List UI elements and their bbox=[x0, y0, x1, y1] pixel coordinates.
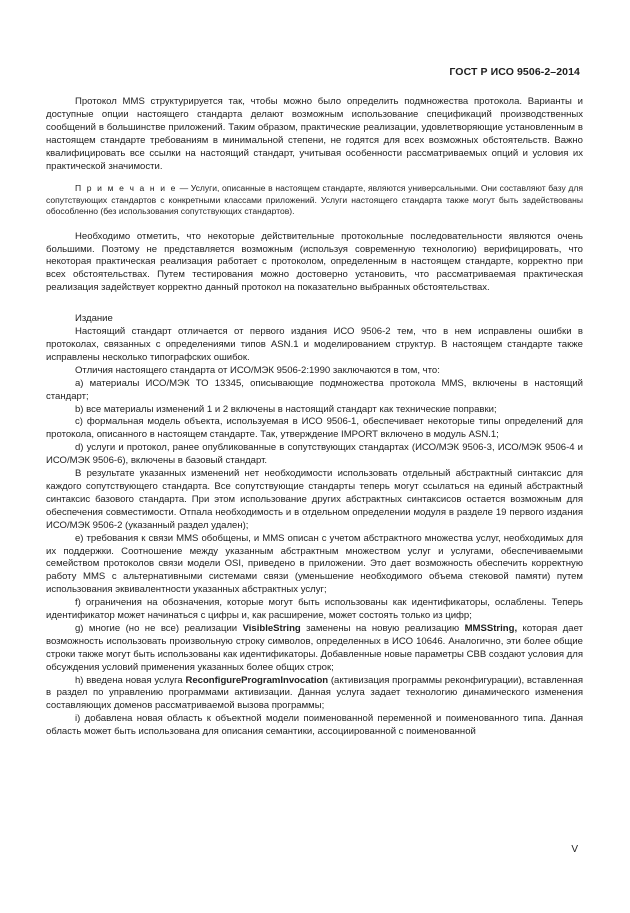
edition-paragraph: Настоящий стандарт отличается от первого издания ИСО 9506-2 тем, что в нем исправлены ошибки в протоколах, связанных с определениями типов ASN.1 и моделированием структур. В настоящем стандарте также исправлены несколько типографских ошибок. bbox=[46, 326, 583, 363]
item-h-bold-service: ReconfigureProgramInvocation bbox=[185, 674, 329, 686]
page-number: V bbox=[571, 844, 578, 855]
list-item-d: d) услуги и протокол, ранее опубликованные в сопутствующих стандартах (ИСО/МЭК 9506-3, ИСО/МЭК 9506-4 и ИСО/МЭК 9506-6), включены в базовый стандарт. bbox=[46, 442, 583, 467]
item-h-text-end: (активизация программы реконфигурации), вставленная в раздел по управлению программами активизации. Данная услуга задает технологию динамического изменения составляющих доменов рассматриваемой вызова программы; bbox=[46, 674, 583, 712]
list-item-g bbox=[46, 623, 583, 675]
item-g-text-mid: заменены на новую реализацию bbox=[300, 622, 465, 634]
list-item-h bbox=[46, 675, 583, 714]
item-g-text-end: которая дает возможность использовать произвольную строку символов, определенных в ИСО 10646. Аналогично, эти более общие строки также могут быть использованы как идентификаторы. Добавленные новые параметры CBB создают условия для обсуждения условий применения указанных более общих строк; bbox=[46, 622, 583, 673]
list-item-a: a) материалы ИСО/МЭК ТО 13345, описывающие подмножества протокола MMS, включены в настоящий стандарт; bbox=[46, 377, 583, 402]
note-text: — Услуги, описанные в настоящем стандарте, являются универсальными. Они составляют базу для сопутствующих стандартов с конкретными классами приложений. Услуги настоящего стандарта также могут быть задействованы обособленно (без использования сопутствующих стандартов). bbox=[46, 183, 583, 217]
body-text bbox=[46, 96, 583, 739]
note bbox=[46, 183, 583, 217]
item-g-text: g) многие (но не все) реализации bbox=[75, 622, 243, 634]
item-g-bold-mmsstring: MMSString, bbox=[464, 622, 518, 634]
list-item-c: c) формальная модель объекта, используемая в ИСО 9506-1, обеспечивает некоторые типы определений для протокола, описанного в настоящем стандарте. Так, утверждение IMPORT включено в модуль ASN.1; bbox=[46, 416, 583, 441]
item-g-bold-visiblestring: VisibleString bbox=[242, 622, 301, 634]
list-item-b: b) все материалы изменений 1 и 2 включены в настоящий стандарт как технические поправки; bbox=[75, 403, 497, 415]
result-paragraph: В результате указанных изменений нет необходимости использовать отдельный абстрактный синтаксис для каждого сопутствующего стандарта. Все сопутствующие стандарты теперь могут ссылаться на единый абстрактный синтаксис базового стандарта. При этом использование других абстрактных синтаксисов остается возможным для обеспечения совместимости. Отпала необходимость и в отдельном определении модуля в разделе 19 первого издания ИСО/МЭК 9506-2 (указанный раздел удален); bbox=[46, 468, 583, 531]
edition-heading: Издание bbox=[75, 313, 113, 325]
verification-paragraph: Необходимо отметить, что некоторые действительные протокольные последовательности являются очень большими. Поэтому не представляется возможным (используя современную технологию) верифицировать, что некоторая практическая реализация работает с протоколом, определенным в настоящем стандарте, корректно при всех обстоятельствах. Путем тестирования можно достоверно установить, что рассматриваемая практическая реализация задействует корректно данный протокол на показательно выбранных обстоятельствах. bbox=[46, 230, 583, 294]
standard-header: ГОСТ Р ИСО 9506-2–2014 bbox=[449, 66, 580, 78]
intro-paragraph: Протокол MMS структурируется так, чтобы можно было определить подмножества протокола. Варианты и доступные опции настоящего стандарта делают возможным использование спецификаций производственных сообщений в большинстве приложений. Таким образом, практические реализации, удовлетворяющие установленным в настоящем стандарте требованиям в минимальной степени, не годятся для всех возможных обстоятельств. Важно квалифицировать все ссылки на настоящий стандарт, учитывая особенности рассматриваемых опций и условия их практической значимости. bbox=[46, 96, 583, 172]
list-item-f: f) ограничения на обозначения, которые могут быть использованы как идентификаторы, ослаблены. Теперь идентификатор может начинаться с цифры и, как расширение, может состоять только из цифр; bbox=[46, 597, 583, 622]
note-label: П р и м е ч а н и е bbox=[75, 183, 177, 194]
list-item-e: e) требования к связи MMS обобщены, и MMS описан с учетом абстрактного множества услуг, необходимых для их поддержки. Соотношение между указанным абстрактным множеством услуг и услугами, обеспечиваемыми семейством протоколов связи модели OSI, приведено в приложении. Это дает возможность обеспечить корректную работу MMS с альтернативными системами связи (уменьшение необходимого объема стековой памяти) путем использования эквивалентности указанных абстрактных услуг; bbox=[46, 532, 583, 596]
differences-intro: Отличия настоящего стандарта от ИСО/МЭК 9506-2:1990 заключаются в том, что: bbox=[75, 364, 440, 376]
item-h-text: h) введена новая услуга bbox=[75, 674, 186, 686]
list-item-i: i) добавлена новая область к объектной модели поименованной переменной и поименованного типа. Данная область может быть использована для описания семантики, ассоциированной с поименованной bbox=[46, 713, 583, 738]
